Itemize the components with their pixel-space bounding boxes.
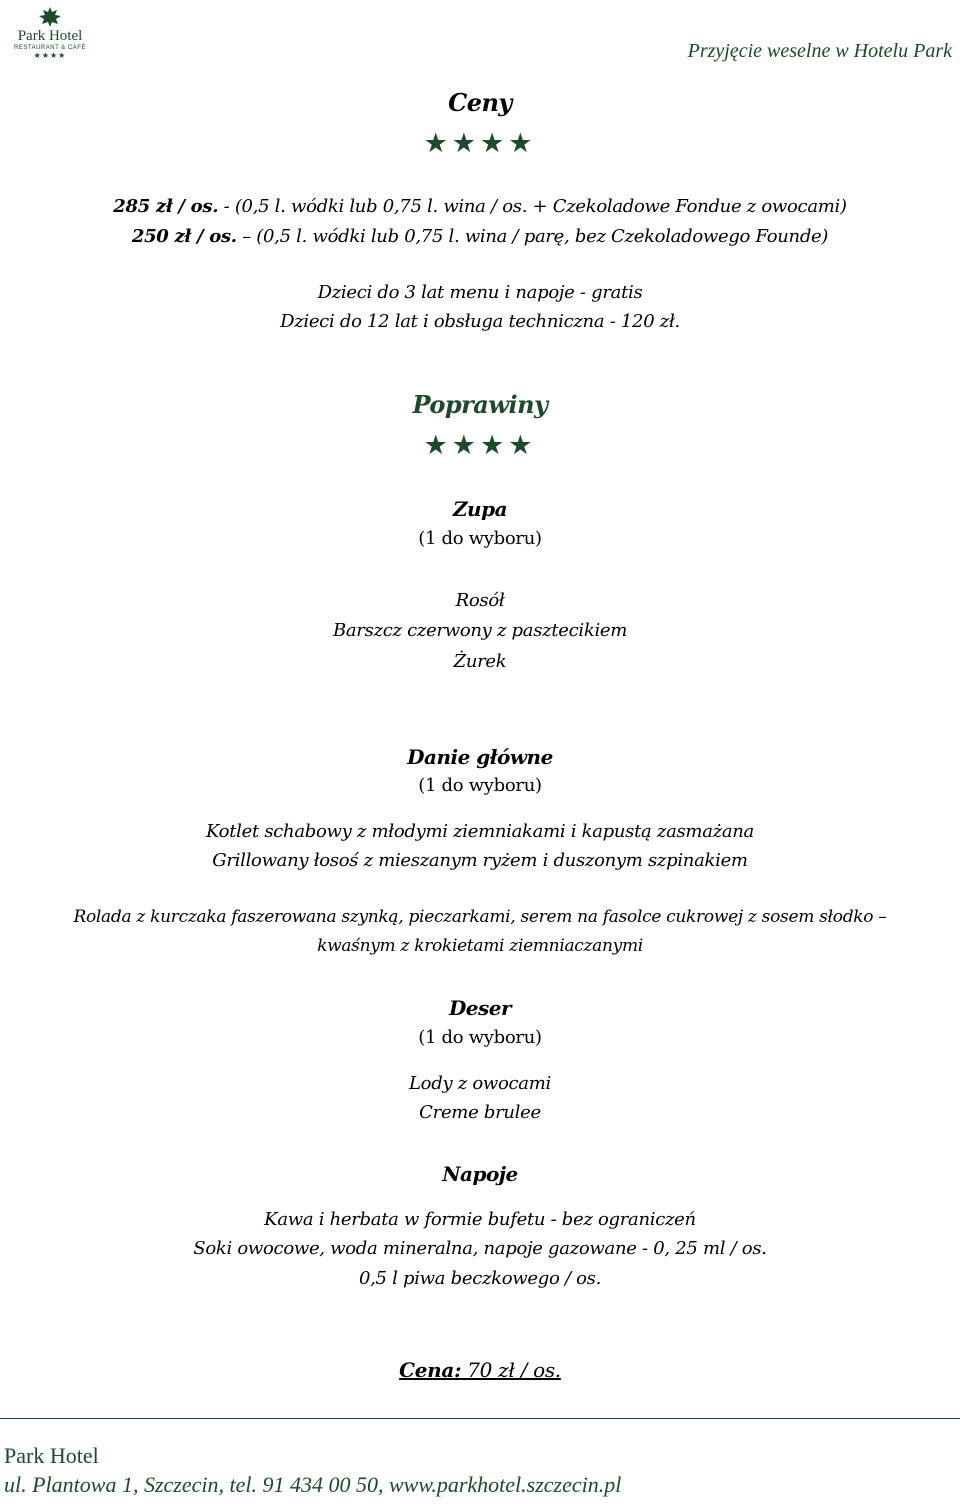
drinks-title: Napoje xyxy=(442,1162,518,1186)
drinks-item-1: Kawa i herbata w formie bufetu - bez ograniczeń xyxy=(264,1209,696,1230)
price-line-1 xyxy=(0,196,960,217)
main-course-note: (1 do wyboru) xyxy=(418,775,542,796)
logo-stars: ★★★★ xyxy=(33,51,67,60)
poprawiny-price-value: 70 zł / os. xyxy=(461,1358,561,1382)
poprawiny-price xyxy=(0,1358,960,1382)
dessert-item-2: Creme brulee xyxy=(419,1102,541,1123)
main-item-3: Rolada z kurczaka faszerowana szynką, pieczarkami, serem na fasolce cukrowej z sosem słodko – xyxy=(73,907,887,927)
price-amount-1: 285 zł / os. xyxy=(113,196,219,217)
children-line-2: Dzieci do 12 lat i obsługa techniczna - 120 zł. xyxy=(280,311,680,332)
main-item-1: Kotlet schabowy z młodymi ziemniakami i kapustą zasmażana xyxy=(206,821,754,842)
drinks-item-2: Soki owocowe, woda mineralna, napoje gazowane - 0, 25 ml / os. xyxy=(193,1238,767,1259)
leaf-icon xyxy=(38,6,62,28)
logo-name: Park Hotel xyxy=(17,28,83,44)
running-title: Przyjęcie weselne w Hotelu Park xyxy=(687,40,952,62)
footer-divider xyxy=(0,1418,960,1419)
dessert-item-1: Lody z owocami xyxy=(409,1073,551,1094)
poprawiny-stars: ★★★★ xyxy=(423,430,537,461)
price-line-2 xyxy=(0,226,960,247)
park-hotel-logo xyxy=(10,6,90,60)
logo-subtitle: RESTAURANT & CAFÉ xyxy=(14,45,86,51)
price-amount-2: 250 zł / os. xyxy=(131,226,237,247)
prices-title: Ceny xyxy=(448,88,512,117)
footer-address: ul. Plantowa 1, Szczecin, tel. 91 434 00 50, www.parkhotel.szczecin.pl xyxy=(4,1472,622,1497)
children-line-1: Dzieci do 3 lat menu i napoje - gratis xyxy=(317,282,643,303)
soup-item-3: Żurek xyxy=(453,651,507,672)
price-details-2: – (0,5 l. wódki lub 0,75 l. wina / parę, bez Czekoladowego Founde) xyxy=(236,226,829,247)
prices-stars: ★★★★ xyxy=(423,128,537,159)
soup-note: (1 do wyboru) xyxy=(418,528,542,549)
main-course-title: Danie główne xyxy=(407,745,553,769)
soup-item-1: Rosół xyxy=(455,590,505,611)
poprawiny-price-label: Cena: xyxy=(399,1358,462,1382)
main-item-3-cont: kwaśnym z krokietami ziemniaczanymi xyxy=(317,936,643,956)
dessert-note: (1 do wyboru) xyxy=(418,1027,542,1048)
price-details-1: - (0,5 l. wódki lub 0,75 l. wina / os. + Czekoladowe Fondue z owocami) xyxy=(218,196,847,217)
footer-hotel-name: Park Hotel xyxy=(4,1443,99,1468)
main-item-2: Grillowany łosoś z mieszanym ryżem i duszonym szpinakiem xyxy=(212,850,748,871)
soup-title: Zupa xyxy=(452,497,508,521)
poprawiny-title: Poprawiny xyxy=(412,390,548,419)
drinks-item-3: 0,5 l piwa beczkowego / os. xyxy=(358,1268,602,1289)
soup-item-2: Barszcz czerwony z pasztecikiem xyxy=(332,620,628,641)
dessert-title: Deser xyxy=(448,996,512,1020)
